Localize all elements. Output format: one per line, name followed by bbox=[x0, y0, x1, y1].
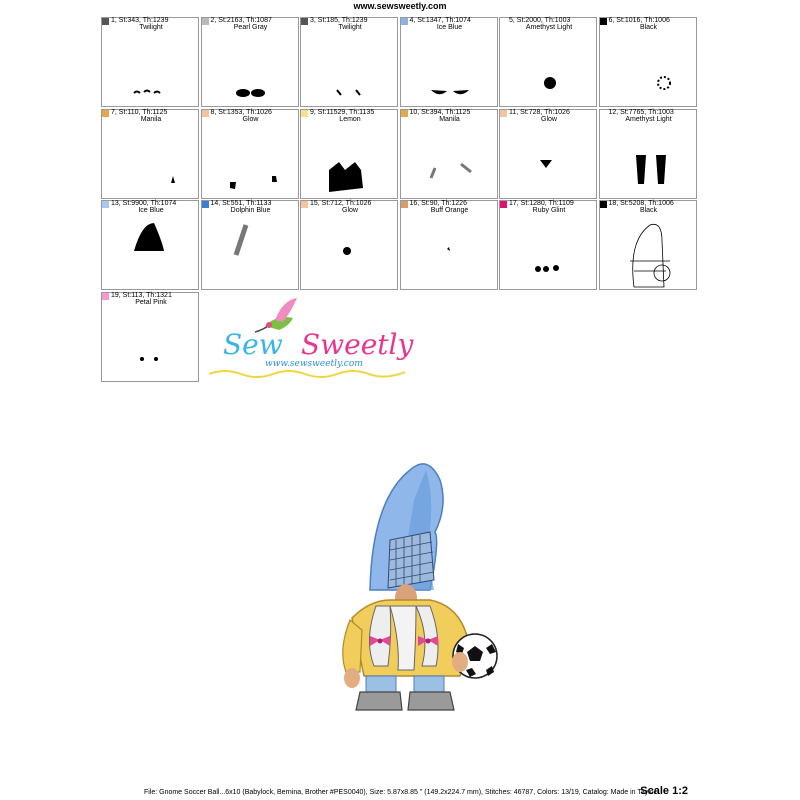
logo-url: www.sewsweetly.com bbox=[265, 359, 363, 369]
logo-word-sew: Sew bbox=[223, 328, 283, 361]
color-cell bbox=[599, 17, 697, 107]
color-cell bbox=[101, 17, 199, 107]
color-meta: 6, St:1016, Th:1006 bbox=[608, 17, 670, 24]
sew-sweetly-logo bbox=[205, 296, 415, 386]
footer-info: File: Gnome Soccer Ball...6x10 (Babylock, Bernina, Brother #PES0040), Size: 5.87x8.85 " (149.2x224.7 mm), Stitches: 46787, Colors: 13/19, Catalog: Made in Taylor bbox=[143, 789, 657, 796]
color-cell bbox=[599, 109, 697, 199]
color-meta: 14, St:551, Th:1133 bbox=[210, 200, 272, 208]
color-meta: 18, St:5208, Th:1006 bbox=[608, 200, 674, 208]
color-cell bbox=[101, 200, 199, 290]
gnome-soccer-ball-design bbox=[330, 440, 510, 720]
color-meta: 19, St:113, Th:1321 bbox=[111, 291, 172, 299]
color-name: Pearl Gray bbox=[233, 24, 268, 31]
logo-word-sweetly: Sweetly bbox=[301, 328, 414, 361]
color-meta: 12, St:7765, Th:1003 bbox=[608, 108, 674, 116]
color-meta: 17, St:1280, Th:1109 bbox=[509, 200, 574, 208]
color-name: Ice Blue bbox=[138, 207, 164, 215]
scale-label: Scale 1:2 bbox=[640, 785, 688, 797]
color-cell bbox=[300, 17, 398, 107]
color-cell bbox=[499, 200, 597, 290]
color-cell bbox=[201, 109, 299, 199]
color-name: Manila bbox=[140, 115, 162, 123]
color-name: Black bbox=[639, 24, 658, 31]
color-name: Petal Pink bbox=[135, 298, 167, 306]
color-name: Amethyst Light bbox=[525, 24, 573, 31]
color-meta: 13, St:9900, Th:1074 bbox=[111, 200, 177, 208]
color-name: Twilight bbox=[338, 24, 362, 31]
color-name: Glow bbox=[342, 207, 358, 215]
color-name: Glow bbox=[541, 115, 557, 123]
color-meta: 3, St:185, Th:1239 bbox=[310, 17, 368, 24]
color-name: Lemon bbox=[339, 115, 361, 123]
color-name: Amethyst Light bbox=[625, 115, 672, 123]
color-cell bbox=[400, 109, 498, 199]
color-cell bbox=[300, 109, 398, 199]
color-cell bbox=[400, 17, 498, 107]
color-cell bbox=[499, 109, 597, 199]
color-meta: 11, St:728, Th:1026 bbox=[509, 108, 570, 116]
color-name: Black bbox=[639, 207, 658, 215]
color-name: Buff Orange bbox=[430, 207, 469, 215]
color-meta: 9, St:11529, Th:1135 bbox=[310, 108, 375, 116]
site-header: www.sewsweetly.com bbox=[353, 1, 447, 11]
color-meta: 2, St:2163, Th:1087 bbox=[210, 17, 272, 24]
color-meta: 4, St:1347, Th:1074 bbox=[409, 17, 471, 24]
color-name: Ice Blue bbox=[436, 24, 463, 31]
color-cell bbox=[101, 292, 199, 382]
color-cell bbox=[201, 200, 299, 290]
color-meta: 16, St:90, Th:1226 bbox=[409, 200, 467, 208]
color-cell bbox=[599, 200, 697, 290]
color-cell bbox=[101, 109, 199, 199]
color-name: Twilight bbox=[139, 24, 163, 31]
color-meta: 5, St:2000, Th:1003 bbox=[509, 17, 571, 24]
color-cell bbox=[499, 17, 597, 107]
color-name: Ruby Glint bbox=[532, 207, 566, 215]
color-name: Manila bbox=[439, 115, 460, 123]
logo-squiggle bbox=[209, 371, 405, 377]
color-meta: 1, St:343, Th:1239 bbox=[111, 17, 169, 24]
color-cell bbox=[300, 200, 398, 290]
color-cell bbox=[400, 200, 498, 290]
color-meta: 15, St:712, Th:1026 bbox=[310, 200, 372, 208]
color-meta: 10, St:394, Th:1125 bbox=[409, 108, 471, 116]
boot-left bbox=[356, 692, 402, 710]
color-name: Glow bbox=[242, 115, 259, 123]
color-meta: 8, St:1353, Th:1026 bbox=[210, 108, 272, 116]
color-cell bbox=[201, 17, 299, 107]
boot-right bbox=[408, 692, 454, 710]
color-name: Dolphin Blue bbox=[230, 207, 271, 215]
color-meta: 7, St:110, Th:1125 bbox=[111, 108, 168, 116]
hummingbird-icon bbox=[255, 298, 297, 332]
